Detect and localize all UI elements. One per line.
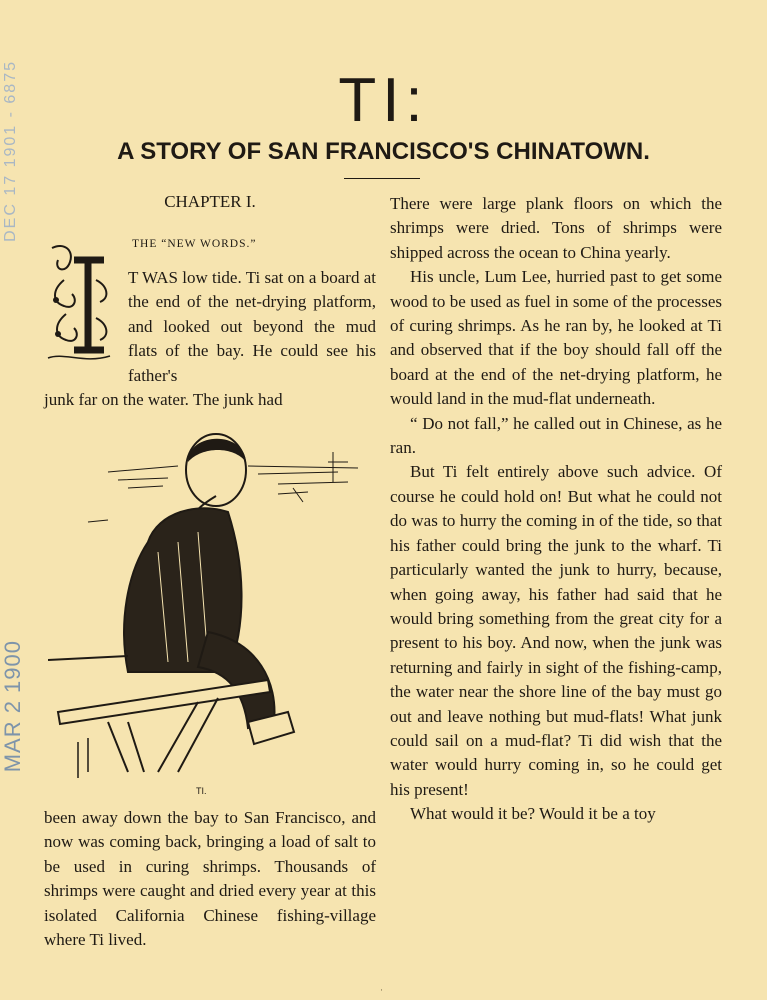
- chapter-opening-text-continued: junk far on the water. The junk had: [44, 390, 283, 409]
- page-subtitle: A STORY OF SAN FRANCISCO'S CHINATOWN.: [117, 138, 650, 165]
- chapter-opening-text: T WAS low tide. Ti sat on a board at the end of the net-drying platform, and looked out beyond the mud flats of the bay. He could see his father's: [128, 268, 376, 385]
- left-column-lower-text: been away down the bay to San Francisco, and now was coming back, bringing a load of salt to be used in curing shrimps. Thousands of shrimps were caught and dried every year at this isolated California Chinese fishing-village where Ti lived.: [44, 808, 376, 950]
- paragraph: There were large plank floors on which the shrimps were dried. Tons of shrimps were shipped across the ocean to China yearly.: [390, 194, 722, 262]
- library-stamp-date: [0, 640, 28, 840]
- boy-on-plank-illustration: [48, 422, 378, 782]
- paragraph: But Ti felt entirely above such advice. Of course he could hold on! But what he could not do was to hurry the coming in of the tide, so that his father could bring the junk to the wharf. Ti particularly wanted the junk to hurry, because, when going away, his father had said that he would bring something from the great city for a present to his boy. And now, when the junk was returning and fairly in sight of the fishing-camp, the water near the shore line of the bay must go out and leave nothing but mud-flats! What junk could sail on a mud-flat? Ti did wish that the water would hurry coming in, so he could get his present!: [390, 462, 722, 799]
- illustration-caption: TI.: [196, 786, 207, 796]
- stamp-text-top: DEC 17 1901 - 6875: [2, 60, 19, 242]
- chapter-heading: CHAPTER I.: [164, 192, 256, 211]
- paragraph: “ Do not fall,” he called out in Chinese, as he ran.: [390, 413, 722, 458]
- stamp-text-date: MAR 2 1900: [0, 640, 25, 773]
- right-column: [390, 192, 722, 827]
- folio-mark: ·: [380, 985, 383, 995]
- paragraph: His uncle, Lum Lee, hurried past to get some wood to be used as fuel in some of the processes of curing shrimps. As he ran by, he looked at Ti and observed that if the boy should fall off the board at the end of the net-drying platform, he would land in the mud-flat underneath.: [390, 267, 722, 409]
- page-title: TI:: [338, 66, 429, 135]
- paragraph: What would it be? Would it be a toy: [410, 804, 656, 824]
- ornamental-drop-cap-icon: [44, 240, 114, 370]
- title-divider: [344, 178, 420, 179]
- section-heading: THE “NEW WORDS.”: [132, 238, 257, 250]
